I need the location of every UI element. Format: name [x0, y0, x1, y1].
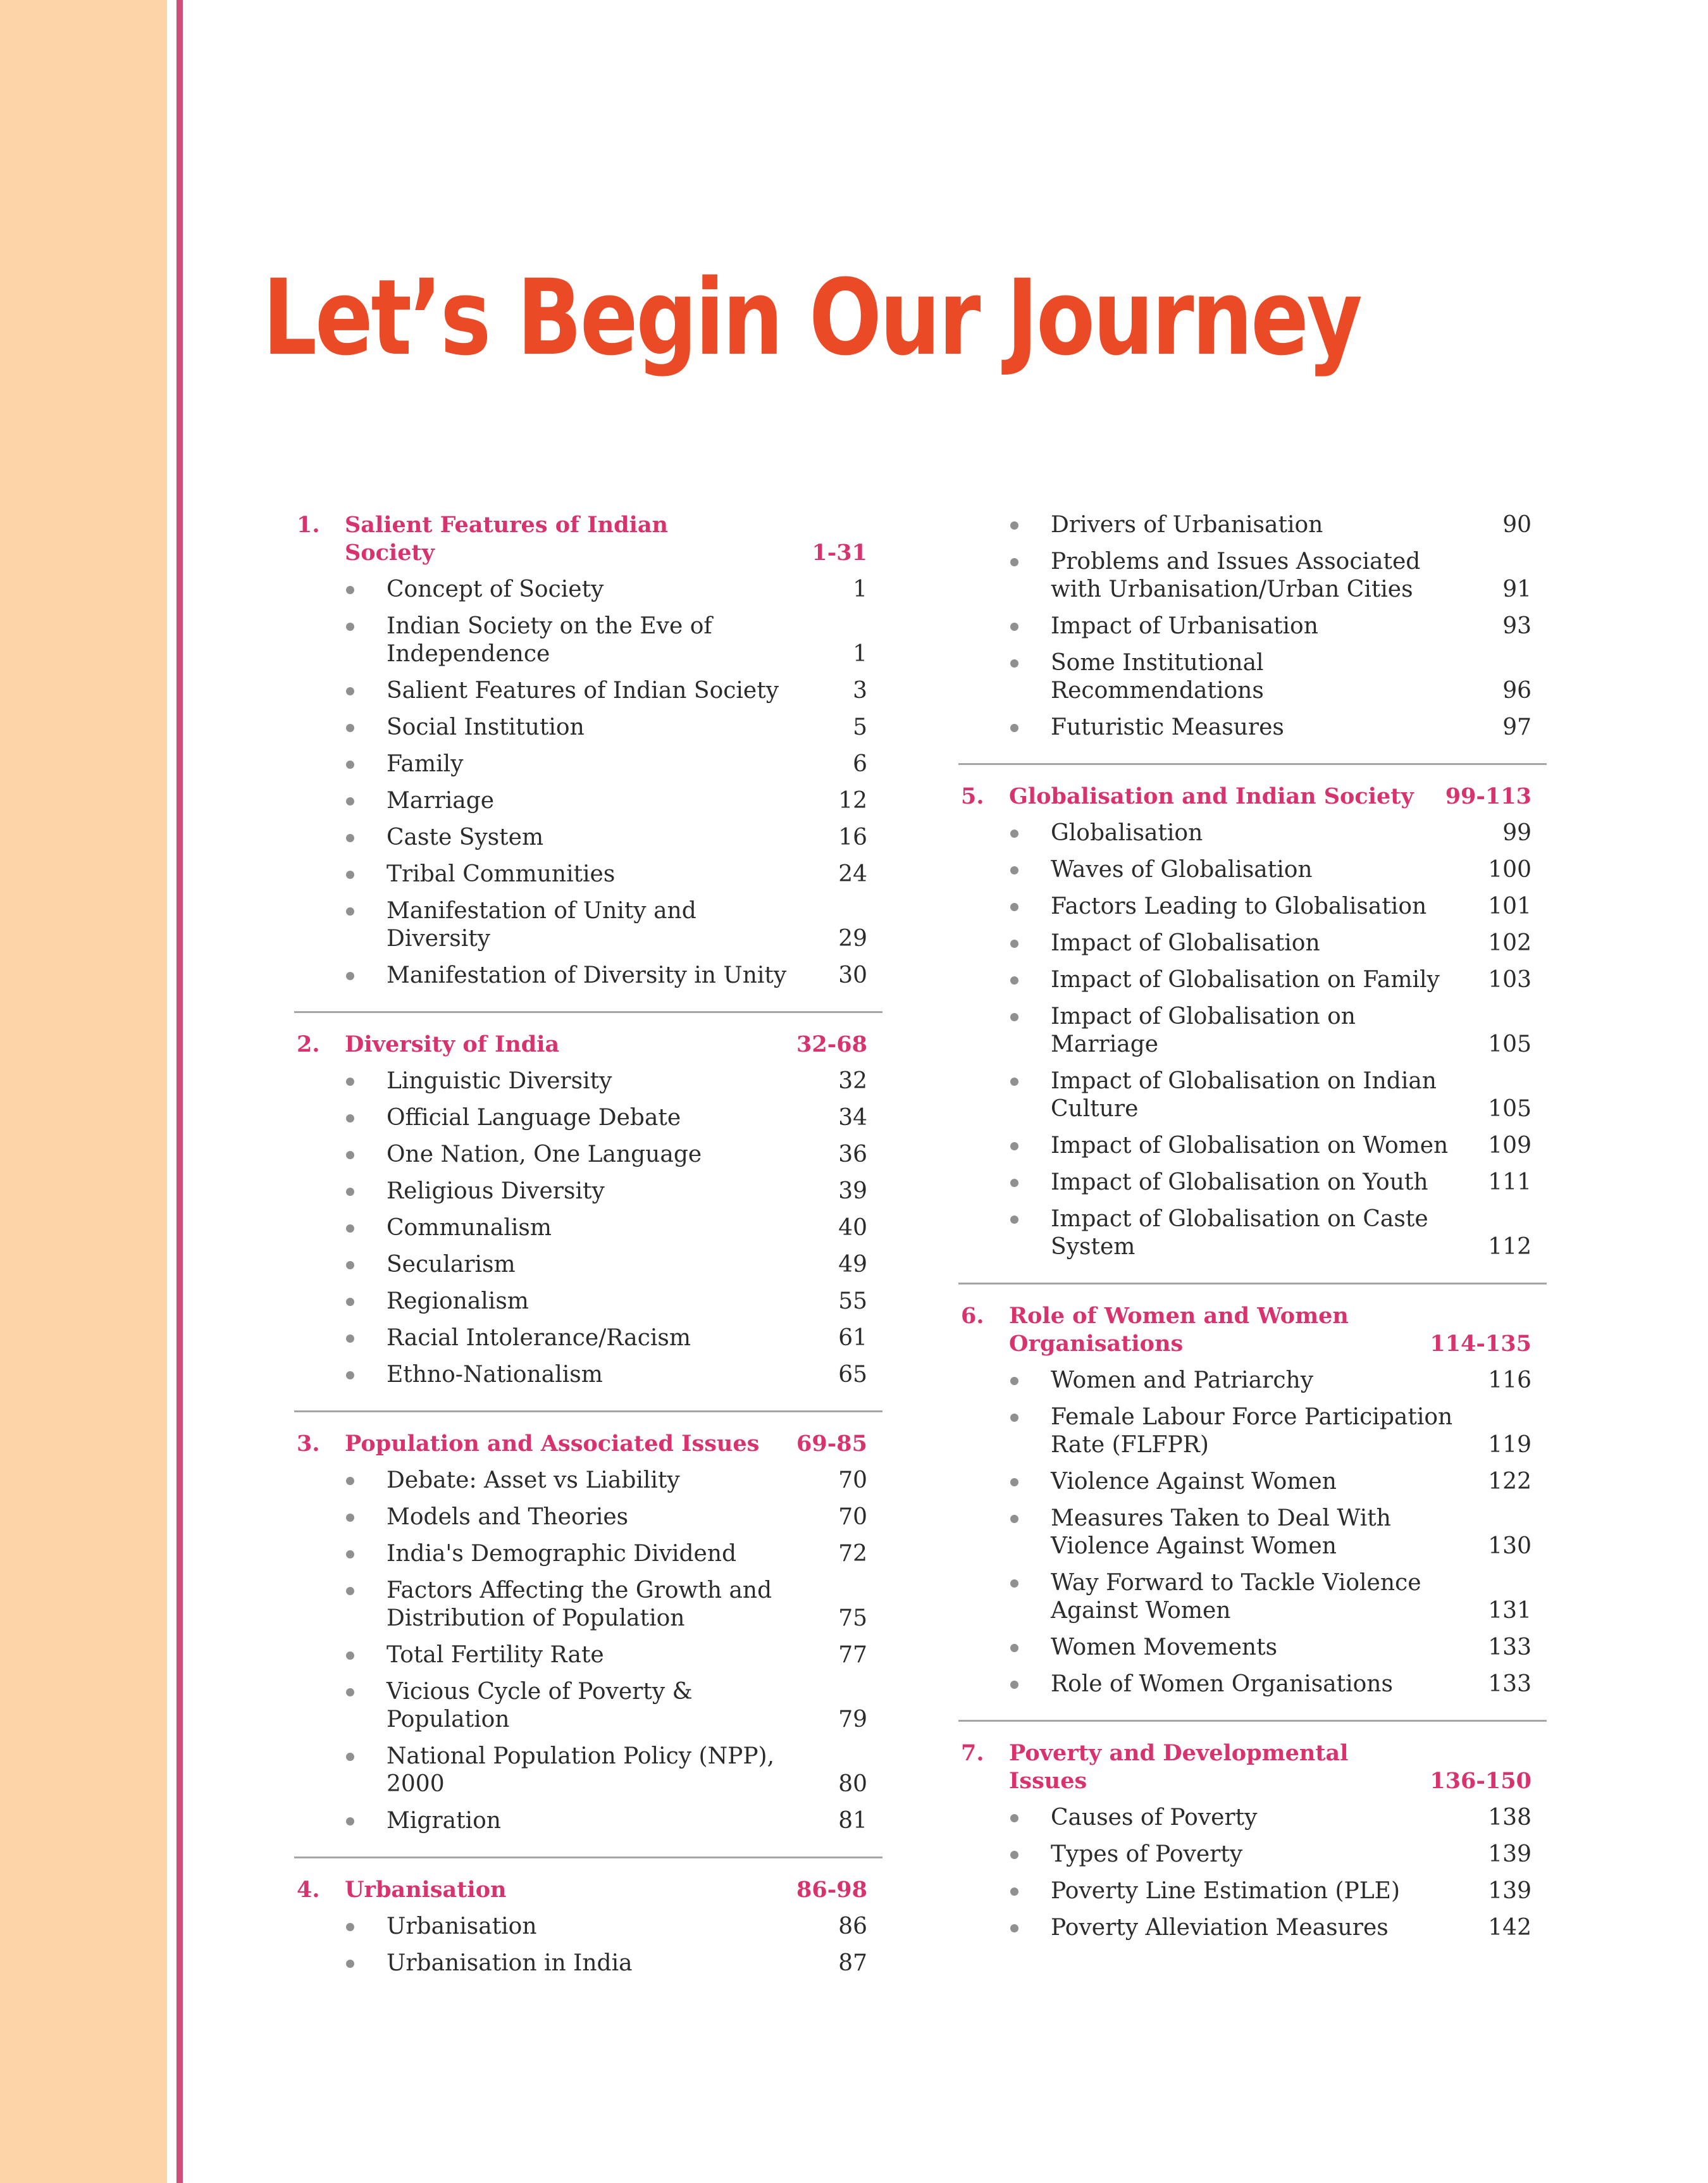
bullet-icon [1010, 1142, 1018, 1150]
bullet-icon [346, 1960, 354, 1968]
toc-entry[interactable] [958, 1003, 1547, 1059]
toc-entry[interactable] [958, 1367, 1547, 1395]
section-page-range: 114-135 [1430, 1331, 1532, 1357]
toc-entry[interactable] [958, 1169, 1547, 1197]
entry-page-number: 1 [853, 576, 867, 602]
bullet-icon [346, 972, 354, 980]
bullet-icon [1010, 1924, 1018, 1932]
toc-entry[interactable] [294, 962, 882, 990]
section-heading[interactable] [958, 783, 1547, 811]
entry-page-number: 3 [853, 678, 867, 704]
entry-page-number: 130 [1488, 1533, 1532, 1559]
entry-page-number: 61 [838, 1325, 867, 1351]
section-number: 7. [961, 1740, 984, 1766]
toc-section [294, 1031, 882, 1412]
entry-label: Waves of Globalisation [1051, 857, 1313, 883]
bullet-icon [346, 1651, 354, 1660]
entry-label: Religious Diversity [387, 1178, 605, 1204]
entry-page-number: 138 [1488, 1805, 1532, 1831]
toc-entry[interactable] [958, 930, 1547, 957]
bullet-icon [346, 1477, 354, 1485]
bullet-icon [346, 797, 354, 805]
entry-label: Types of Poverty [1051, 1841, 1243, 1867]
entry-label: Marriage [387, 788, 495, 814]
bullet-icon [1010, 1888, 1018, 1896]
entry-label: Drivers of Urbanisation [1051, 512, 1323, 538]
entry-page-number: 6 [853, 751, 867, 777]
entry-page-number: 105 [1488, 1096, 1532, 1122]
bullet-icon [346, 1261, 354, 1269]
bullet-icon [1010, 521, 1018, 530]
bullet-icon [1010, 1216, 1018, 1224]
entry-label: Some Institutional Recommendations [1051, 650, 1264, 704]
section-heading[interactable] [958, 1302, 1547, 1358]
entry-label: Impact of Urbanisation [1051, 613, 1318, 639]
toc-entry[interactable] [294, 1141, 882, 1169]
entry-label: Impact of Globalisation on Caste System [1051, 1206, 1428, 1260]
entry-page-number: 70 [838, 1467, 867, 1493]
entry-page-number: 79 [838, 1707, 867, 1732]
toc-column-left [294, 511, 882, 2017]
toc-section [958, 1302, 1547, 1722]
entry-label: Manifestation of Diversity in Unity [387, 962, 787, 988]
section-page-range: 86-98 [796, 1877, 867, 1903]
entry-label: Vicious Cycle of Poverty & Population [387, 1679, 693, 1732]
section-page-range: 136-150 [1430, 1768, 1532, 1794]
entry-page-number: 112 [1488, 1234, 1532, 1260]
bullet-icon [1010, 1478, 1018, 1486]
entry-label: National Population Policy (NPP), 2000 [387, 1743, 775, 1797]
entry-page-number: 16 [838, 824, 867, 850]
toc-entry[interactable] [294, 1214, 882, 1242]
entry-page-number: 101 [1488, 893, 1532, 919]
toc-entry[interactable] [294, 1467, 882, 1495]
entry-page-number: 103 [1488, 967, 1532, 993]
entry-page-number: 96 [1502, 678, 1532, 704]
toc-entry[interactable] [958, 966, 1547, 994]
toc-section [958, 783, 1547, 1284]
toc-section [294, 1876, 882, 1999]
toc-entry[interactable] [294, 824, 882, 852]
toc-entry[interactable] [294, 1807, 882, 1835]
toc-entry[interactable] [958, 819, 1547, 847]
entry-page-number: 131 [1488, 1598, 1532, 1624]
entry-page-number: 75 [838, 1605, 867, 1631]
page-title: Let’s Begin Our Journey [263, 257, 1361, 378]
section-page-range: 32-68 [796, 1031, 867, 1057]
bullet-icon [1010, 1179, 1018, 1187]
toc-entry[interactable] [958, 1914, 1547, 1942]
bullet-icon [346, 1550, 354, 1558]
section-heading[interactable] [294, 511, 882, 567]
toc-entry[interactable] [294, 714, 882, 742]
entry-page-number: 102 [1488, 930, 1532, 956]
bullet-icon [346, 834, 354, 842]
entry-label: India's Demographic Dividend [387, 1541, 737, 1567]
entry-page-number: 139 [1488, 1841, 1532, 1867]
entry-label: Secularism [387, 1252, 516, 1278]
bullet-icon [346, 1817, 354, 1825]
toc-entry[interactable] [958, 649, 1547, 705]
toc-entry[interactable] [294, 613, 882, 668]
section-title: Population and Associated Issues [345, 1431, 760, 1457]
entry-label: Caste System [387, 824, 544, 850]
toc-entry[interactable] [958, 548, 1547, 604]
section-number: 2. [297, 1031, 320, 1057]
toc-section [294, 1430, 882, 1858]
toc-entry[interactable] [294, 1678, 882, 1734]
bullet-icon [346, 1224, 354, 1233]
entry-page-number: 55 [838, 1288, 867, 1314]
bullet-icon [1010, 940, 1018, 948]
bullet-icon [346, 1587, 354, 1595]
bullet-icon [1010, 830, 1018, 838]
bullet-icon [1010, 866, 1018, 874]
bullet-icon [1010, 623, 1018, 631]
toc-entry[interactable] [294, 1913, 882, 1941]
section-number: 1. [297, 512, 320, 538]
entry-page-number: 87 [838, 1950, 867, 1976]
entry-label: Factors Leading to Globalisation [1051, 893, 1427, 919]
toc-entry[interactable] [294, 677, 882, 705]
entry-page-number: 133 [1488, 1634, 1532, 1660]
entry-page-number: 34 [838, 1105, 867, 1131]
entry-label: Globalisation [1051, 820, 1203, 846]
toc-entry[interactable] [294, 787, 882, 815]
entry-label: Way Forward to Tackle Violence Against Women [1051, 1570, 1421, 1624]
toc-entry[interactable] [294, 1178, 882, 1205]
entry-page-number: 30 [838, 962, 867, 988]
entry-page-number: 133 [1488, 1671, 1532, 1697]
section-number: 4. [297, 1877, 320, 1903]
bullet-icon [346, 1114, 354, 1123]
entry-page-number: 139 [1488, 1878, 1532, 1904]
bullet-icon [346, 1151, 354, 1159]
toc-entry[interactable] [294, 1503, 882, 1531]
bullet-icon [346, 871, 354, 879]
toc-column-right [958, 511, 1547, 1981]
toc-section [958, 511, 1547, 765]
section-page-range: 69-85 [796, 1431, 867, 1457]
toc-entry[interactable] [958, 1877, 1547, 1905]
toc-entry[interactable] [294, 1743, 882, 1798]
entry-page-number: 49 [838, 1252, 867, 1278]
bullet-icon [346, 1298, 354, 1306]
bullet-icon [1010, 1515, 1018, 1523]
entry-label: Racial Intolerance/Racism [387, 1325, 691, 1351]
toc-entry[interactable] [958, 1403, 1547, 1459]
entry-label: Official Language Debate [387, 1105, 681, 1131]
section-title: Globalisation and Indian Society [1009, 783, 1414, 809]
bullet-icon [1010, 903, 1018, 911]
entry-page-number: 142 [1488, 1915, 1532, 1941]
toc-entry[interactable] [958, 1205, 1547, 1261]
bullet-icon [346, 687, 354, 695]
bullet-icon [1010, 1644, 1018, 1652]
entry-page-number: 86 [838, 1913, 867, 1939]
entry-page-number: 100 [1488, 857, 1532, 883]
entry-page-number: 65 [838, 1362, 867, 1388]
section-title: Salient Features of Indian Society [345, 512, 669, 566]
toc-entry[interactable] [294, 750, 882, 778]
entry-label: Impact of Globalisation [1051, 930, 1320, 956]
entry-page-number: 97 [1502, 714, 1532, 740]
entry-label: Women Movements [1051, 1634, 1278, 1660]
toc-entry[interactable] [958, 1804, 1547, 1832]
bullet-icon [1010, 1013, 1018, 1021]
toc-section [958, 1739, 1547, 1963]
entry-label: Urbanisation [387, 1913, 537, 1939]
bullet-icon [346, 1753, 354, 1761]
entry-page-number: 119 [1488, 1432, 1532, 1458]
entry-page-number: 105 [1488, 1031, 1532, 1057]
entry-page-number: 70 [838, 1504, 867, 1530]
toc-entry[interactable] [294, 1324, 882, 1352]
toc-entry[interactable] [294, 897, 882, 953]
entry-label: Family [387, 751, 464, 777]
toc-entry[interactable] [294, 861, 882, 888]
toc-entry[interactable] [958, 511, 1547, 539]
bullet-icon [346, 761, 354, 769]
entry-page-number: 12 [838, 788, 867, 814]
entry-label: Role of Women Organisations [1051, 1671, 1393, 1697]
bullet-icon [1010, 1851, 1018, 1859]
entry-label: Poverty Alleviation Measures [1051, 1915, 1389, 1941]
bullet-icon [346, 586, 354, 594]
toc-entry[interactable] [958, 1841, 1547, 1869]
toc-entry[interactable] [958, 1569, 1547, 1625]
entry-label: Indian Society on the Eve of Independence [387, 613, 712, 667]
entry-label: Impact of Globalisation on Indian Culture [1051, 1068, 1437, 1122]
entry-label: Urbanisation in India [387, 1950, 633, 1976]
toc-entry[interactable] [294, 1104, 882, 1132]
section-number: 5. [961, 783, 984, 809]
section-title: Poverty and Developmental Issues [1009, 1740, 1349, 1794]
section-heading[interactable] [294, 1876, 882, 1904]
section-heading[interactable] [294, 1031, 882, 1059]
bullet-icon [1010, 976, 1018, 985]
section-title: Urbanisation [345, 1877, 507, 1903]
toc-entry[interactable] [958, 1670, 1547, 1698]
toc-entry[interactable] [958, 613, 1547, 640]
entry-label: Women and Patriarchy [1051, 1367, 1314, 1393]
toc-entry[interactable] [958, 1505, 1547, 1560]
entry-page-number: 91 [1502, 576, 1532, 602]
entry-page-number: 111 [1488, 1169, 1532, 1195]
entry-label: Poverty Line Estimation (PLE) [1051, 1878, 1401, 1904]
toc-entry[interactable] [294, 1288, 882, 1315]
side-accent-line [176, 0, 183, 2183]
entry-label: Linguistic Diversity [387, 1068, 612, 1094]
entry-label: Migration [387, 1808, 501, 1834]
entry-page-number: 77 [838, 1642, 867, 1668]
toc-section [294, 511, 882, 1013]
bullet-icon [346, 1688, 354, 1696]
entry-label: Causes of Poverty [1051, 1805, 1258, 1831]
bullet-icon [1010, 1414, 1018, 1422]
toc-entry[interactable] [958, 856, 1547, 884]
toc-entry[interactable] [958, 1132, 1547, 1160]
entry-page-number: 29 [838, 926, 867, 952]
bullet-icon [1010, 1377, 1018, 1385]
bullet-icon [346, 1514, 354, 1522]
bullet-icon [346, 1923, 354, 1931]
bullet-icon [346, 907, 354, 916]
entry-page-number: 40 [838, 1215, 867, 1241]
toc-entry[interactable] [294, 1641, 882, 1669]
entry-page-number: 81 [838, 1808, 867, 1834]
entry-label: Manifestation of Unity and Diversity [387, 898, 696, 952]
bullet-icon [1010, 1579, 1018, 1588]
entry-label: Impact of Globalisation on Youth [1051, 1169, 1428, 1195]
bullet-icon [1010, 1078, 1018, 1086]
entry-page-number: 109 [1488, 1133, 1532, 1159]
section-title: Role of Women and Women Organisations [1009, 1303, 1349, 1357]
bullet-icon [1010, 1814, 1018, 1822]
section-page-range: 1-31 [812, 540, 867, 566]
entry-page-number: 99 [1502, 820, 1532, 846]
bullet-icon [346, 1371, 354, 1379]
section-heading[interactable] [958, 1739, 1547, 1795]
entry-page-number: 24 [838, 861, 867, 887]
entry-page-number: 32 [838, 1068, 867, 1094]
toc-entry[interactable] [294, 1950, 882, 1977]
toc-entry[interactable] [958, 893, 1547, 921]
entry-page-number: 90 [1502, 512, 1532, 538]
entry-label: Salient Features of Indian Society [387, 678, 779, 704]
entry-label: One Nation, One Language [387, 1141, 702, 1167]
entry-label: Impact of Globalisation on Marriage [1051, 1004, 1356, 1057]
entry-page-number: 36 [838, 1141, 867, 1167]
bullet-icon [1010, 724, 1018, 732]
section-heading[interactable] [294, 1430, 882, 1458]
entry-label: Impact of Globalisation on Women [1051, 1133, 1449, 1159]
entry-label: Tribal Communities [387, 861, 616, 887]
entry-page-number: 93 [1502, 613, 1532, 639]
toc-entry[interactable] [294, 1540, 882, 1568]
toc-entry[interactable] [958, 1634, 1547, 1662]
entry-label: Factors Affecting the Growth and Distribution of Population [387, 1577, 772, 1631]
section-title: Diversity of India [345, 1031, 560, 1057]
entry-label: Problems and Issues Associated with Urbanisation/Urban Cities [1051, 549, 1421, 602]
entry-label: Impact of Globalisation on Family [1051, 967, 1440, 993]
section-page-range: 99-113 [1445, 783, 1532, 809]
bullet-icon [346, 1078, 354, 1086]
entry-label: Communalism [387, 1215, 552, 1241]
entry-label: Violence Against Women [1051, 1469, 1337, 1495]
entry-page-number: 116 [1488, 1367, 1532, 1393]
toc-entry[interactable] [958, 1468, 1547, 1496]
side-color-band [0, 0, 167, 2183]
toc-entry[interactable] [294, 1361, 882, 1389]
entry-label: Futuristic Measures [1051, 714, 1284, 740]
entry-page-number: 1 [853, 641, 867, 667]
entry-page-number: 72 [838, 1541, 867, 1567]
toc-entry[interactable] [294, 576, 882, 604]
toc-entry[interactable] [294, 1577, 882, 1633]
entry-label: Ethno-Nationalism [387, 1362, 603, 1388]
entry-label: Debate: Asset vs Liability [387, 1467, 680, 1493]
entry-page-number: 80 [838, 1771, 867, 1797]
bullet-icon [1010, 1681, 1018, 1689]
bullet-icon [346, 623, 354, 631]
entry-page-number: 39 [838, 1178, 867, 1204]
entry-page-number: 122 [1488, 1469, 1532, 1495]
toc-entry[interactable] [958, 714, 1547, 742]
section-number: 6. [961, 1303, 984, 1329]
entry-label: Total Fertility Rate [387, 1642, 604, 1668]
bullet-icon [346, 1188, 354, 1196]
entry-label: Regionalism [387, 1288, 529, 1314]
entry-label: Concept of Society [387, 576, 604, 602]
bullet-icon [346, 724, 354, 732]
toc-entry[interactable] [294, 1067, 882, 1095]
entry-label: Measures Taken to Deal With Violence Against Women [1051, 1505, 1391, 1559]
bullet-icon [1010, 558, 1018, 566]
section-number: 3. [297, 1431, 320, 1457]
bullet-icon [1010, 659, 1018, 668]
toc-entry[interactable] [958, 1067, 1547, 1123]
toc-entry[interactable] [294, 1251, 882, 1279]
entry-page-number: 5 [853, 714, 867, 740]
entry-label: Models and Theories [387, 1504, 629, 1530]
entry-label: Social Institution [387, 714, 585, 740]
bullet-icon [346, 1334, 354, 1343]
entry-label: Female Labour Force Participation Rate (FLFPR) [1051, 1404, 1453, 1458]
